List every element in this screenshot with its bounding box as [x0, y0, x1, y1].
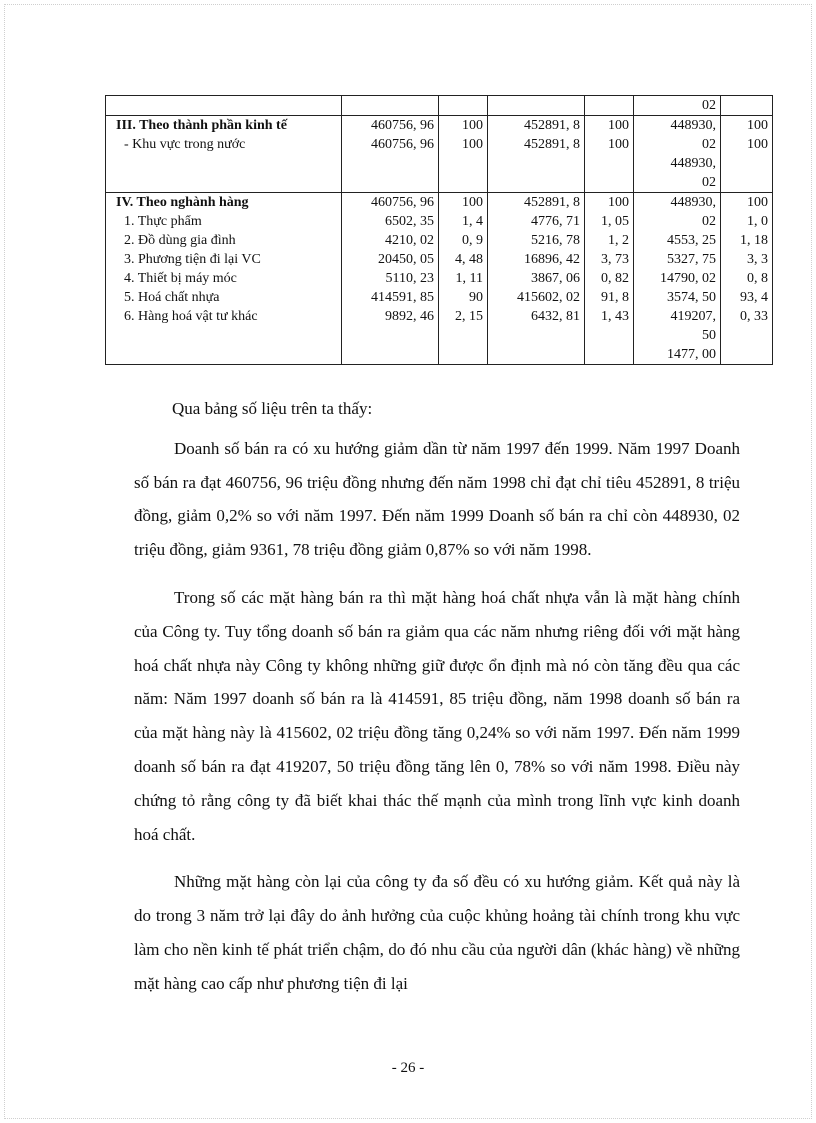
cell-value: 5327, 75 — [667, 252, 716, 267]
cell-value: 4, 48 — [455, 252, 483, 267]
cell-value: 414591, 85 — [371, 290, 434, 305]
cell-value: 16896, 42 — [524, 252, 580, 267]
table-row-fragment — [106, 96, 773, 116]
cell-value: 4553, 25 — [667, 233, 716, 248]
table-cell — [721, 96, 773, 116]
table-row-section-4 — [106, 193, 773, 365]
row-label: 2. Đồ dùng gia đình — [124, 233, 236, 248]
row-label: 1. Thực phẩm — [124, 214, 202, 229]
cell-value: 9892, 46 — [385, 309, 434, 324]
cell-value: 3, 3 — [747, 252, 768, 267]
cell-value: 91, 8 — [601, 290, 629, 305]
col-1999-value — [634, 193, 721, 365]
table-cell — [488, 96, 585, 116]
cell-value: 460756, 96 — [371, 118, 434, 133]
section-heading: III. Theo thành phần kinh tế — [116, 118, 287, 133]
cell-value: 5216, 78 — [531, 233, 580, 248]
cell-value: 1, 0 — [747, 214, 768, 229]
col-1997-value — [342, 193, 439, 365]
cell-value: 1, 2 — [608, 233, 629, 248]
col-1997-pct — [439, 193, 488, 365]
table-cell — [634, 96, 721, 116]
row-label: 6. Hàng hoá vật tư khác — [124, 309, 258, 324]
table-row-section-3 — [106, 116, 773, 193]
cell-value: 100 — [462, 137, 483, 152]
cell-value: 1, 4 — [462, 214, 483, 229]
col-1998-value — [488, 116, 585, 193]
cell-value: 6502, 35 — [385, 214, 434, 229]
row-label: 4. Thiết bị máy móc — [124, 271, 237, 286]
intro-paragraph: Qua bảng số liệu trên ta thấy: — [172, 399, 373, 418]
section-heading: IV. Theo nghành hàng — [116, 195, 249, 210]
page-number: - 26 - — [391, 1060, 425, 1076]
cell-value: 02 — [702, 98, 716, 113]
cell-value: 448930, — [670, 118, 716, 133]
cell-value: 460756, 96 — [371, 137, 434, 152]
cell-value: 02 — [702, 137, 716, 152]
row-labels — [106, 116, 342, 193]
col-1998-pct — [585, 193, 634, 365]
cell-value: 452891, 8 — [524, 137, 580, 152]
cell-value: 452891, 8 — [524, 118, 580, 133]
cell-value: 100 — [462, 118, 483, 133]
cell-value: 4210, 02 — [385, 233, 434, 248]
cell-value: 100 — [747, 195, 768, 210]
cell-value: 448930, — [670, 156, 716, 171]
body-text — [134, 392, 740, 1015]
col-1998-pct — [585, 116, 634, 193]
cell-value: 02 — [702, 214, 716, 229]
cell-value: 3574, 50 — [667, 290, 716, 305]
cell-value: 6432, 81 — [531, 309, 580, 324]
cell-value: 100 — [608, 195, 629, 210]
cell-value: 1477, 00 — [667, 347, 716, 362]
cell-value: 100 — [747, 118, 768, 133]
cell-value: 452891, 8 — [524, 195, 580, 210]
cell-value: 1, 43 — [601, 309, 629, 324]
col-1999-value — [634, 116, 721, 193]
cell-value: 3867, 06 — [531, 271, 580, 286]
cell-value: 1, 11 — [455, 271, 483, 286]
table-cell — [585, 96, 634, 116]
cell-value: 448930, — [670, 195, 716, 210]
cell-value: 0, 82 — [601, 271, 629, 286]
table-cell — [342, 96, 439, 116]
row-label: 5. Hoá chất nhựa — [124, 290, 220, 305]
cell-value: 20450, 05 — [378, 252, 434, 267]
cell-value: 50 — [702, 328, 716, 343]
col-1999-pct — [721, 116, 773, 193]
paragraph-other-goods: Những mặt hàng còn lại của công ty đa số đều có xu hướng giảm. Kết quả này là do trong 3 năm trở lại đây do ảnh hưởng của cuộc khủng hoảng tài chính trong khu vực làm cho nền kinh tế phát triển chậm, do đó nhu cầu của người dân (khác hàng) về những mặt hàng cao cấp như phương tiện đi lại — [134, 872, 740, 993]
table-cell — [439, 96, 488, 116]
cell-value: 5110, 23 — [385, 271, 434, 286]
row-label: - Khu vực trong nước — [124, 137, 246, 152]
cell-value: 2, 15 — [455, 309, 483, 324]
col-1997-pct — [439, 116, 488, 193]
col-1999-pct — [721, 193, 773, 365]
cell-value: 100 — [608, 118, 629, 133]
cell-value: 100 — [462, 195, 483, 210]
cell-value: 0, 8 — [747, 271, 768, 286]
paragraph-sales-trend: Doanh số bán ra có xu hướng giảm dần từ năm 1997 đến 1999. Năm 1997 Doanh số bán ra đạt 460756, 96 triệu đồng nhưng đến năm 1998 chỉ đạt chỉ tiêu 452891, 8 triệu đồng, giảm 0,2% so với năm 1997. Đến năm 1999 Doanh số bán ra chỉ còn 448930, 02 triệu đồng, giảm 9361, 78 triệu đồng giảm 0,87% so với năm 1998. — [134, 438, 740, 560]
cell-value: 02 — [702, 175, 716, 190]
row-label: 3. Phương tiện đi lại VC — [124, 252, 261, 267]
col-1997-value — [342, 116, 439, 193]
cell-value: 100 — [747, 137, 768, 152]
cell-value: 0, 9 — [462, 233, 483, 248]
cell-value: 415602, 02 — [517, 290, 580, 305]
cell-value: 1, 05 — [601, 214, 629, 229]
table-cell — [106, 96, 342, 116]
cell-value: 0, 33 — [740, 309, 768, 324]
cell-value: 14790, 02 — [660, 271, 716, 286]
cell-value: 4776, 71 — [531, 214, 580, 229]
sales-table — [105, 95, 773, 365]
cell-value: 419207, — [670, 309, 716, 324]
cell-value: 1, 18 — [740, 233, 768, 248]
cell-value: 3, 73 — [601, 252, 629, 267]
cell-value: 460756, 96 — [371, 195, 434, 210]
col-1998-value — [488, 193, 585, 365]
paragraph-plastic-chemicals: Trong số các mặt hàng bán ra thì mặt hàng hoá chất nhựa vẫn là mặt hàng chính của Công ty. Tuy tổng doanh số bán ra giảm qua các năm nhưng riêng đối với mặt hàng hoá chất nhựa này Công ty không những giữ được ổn định mà nó còn tăng đều qua các năm: Năm 1997 doanh số bán ra là 414591, 85 triệu đồng, năm 1998 doanh số bán ra của mặt hàng này là 415602, 02 triệu đồng tăng 0,24% so với năm 1997. Đến năm 1999 doanh số bán ra đạt 419207, 50 triệu đồng tăng lên 0, 78% so với năm 1998. Điều này chứng tỏ rằng công ty đã biết khai thác thế mạnh của mình trong lĩnh vực kinh doanh hoá chất. — [134, 587, 740, 844]
cell-value: 90 — [469, 290, 483, 305]
cell-value: 100 — [608, 137, 629, 152]
cell-value: 93, 4 — [740, 290, 768, 305]
row-labels — [106, 193, 342, 365]
